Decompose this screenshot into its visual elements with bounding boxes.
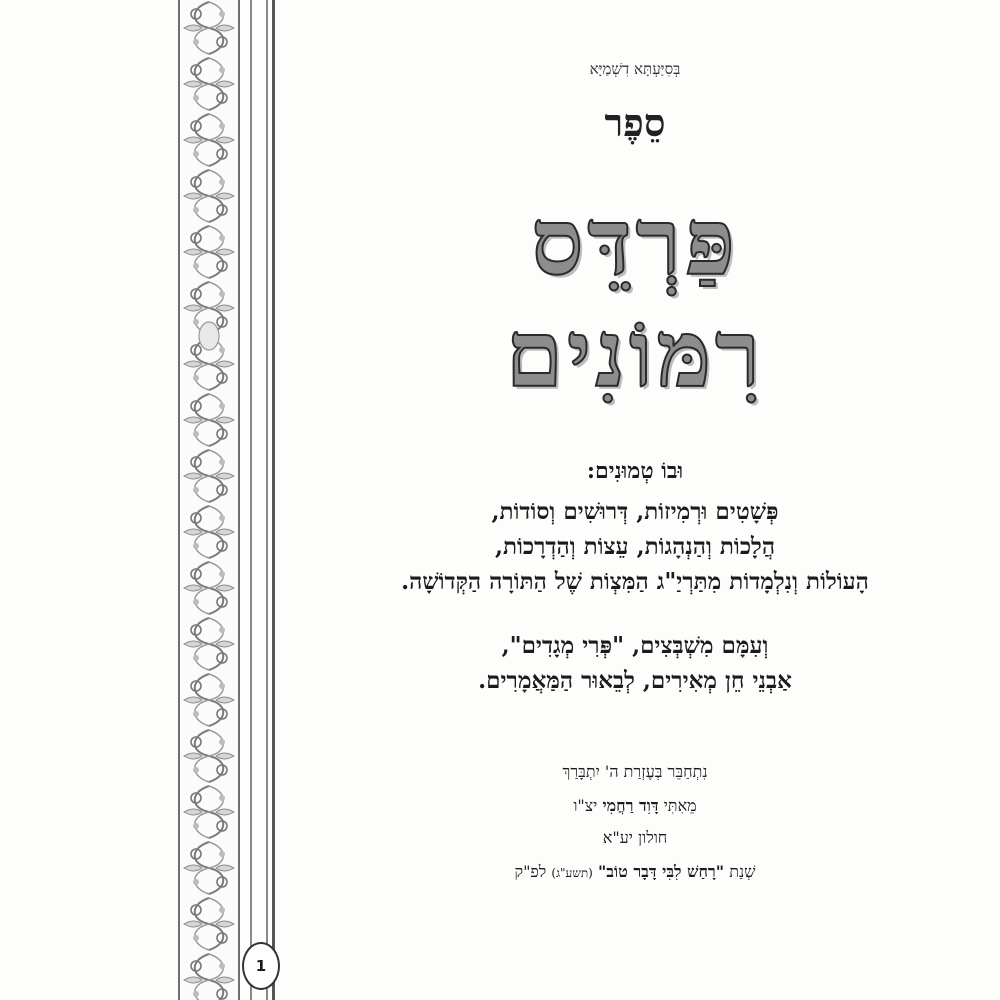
sefer-label: סֵפֶר xyxy=(604,100,666,145)
contents-line: פְּשָׁטִים וּרְמִיזוֹת, דְּרוּשִׁים וְסוֹדוֹת, xyxy=(491,498,779,525)
year-suffix: לפ"ק xyxy=(514,862,547,881)
contents-line: הֲלָכוֹת וְהַנְהָגוֹת, עֵצוֹת וְהַדְרָכוֹת, xyxy=(494,533,776,560)
contents-line: הָעוֹלוֹת וְנִלְמָדוֹת מִתַּרְיַ"ג הַמִּצְוֹת שֶׁל הַתּוֹרָה הַקְּדוֹשָׁה. xyxy=(401,568,869,595)
year-numeric: (תשע"ג) xyxy=(551,866,593,880)
border-rule xyxy=(266,0,268,1000)
year-prefix: שְׁנַת xyxy=(729,862,756,881)
border-rule xyxy=(250,0,252,1000)
contents-intro: וּבוֹ טְמוּנִים: xyxy=(586,458,684,484)
basiata-dishmaya: בְּסִיַּעְתָּא דִשְׁמַיָּא xyxy=(589,60,681,78)
author-suffix: יצ"ו xyxy=(573,796,598,815)
place-line: חולון יע"א xyxy=(602,828,668,847)
border-rule xyxy=(238,0,240,1000)
contents-line: אַבְנֵי חֵן מְאִירִים, לְבֵאוּר הַמַּאֲמָרִים. xyxy=(478,667,792,694)
author-name: דָּוִד רַחֲמִי xyxy=(602,796,659,815)
title-page-content xyxy=(290,0,980,1000)
author-line xyxy=(290,796,980,816)
contents-line: וְעִמָּם מִשְׁבְּצִים, "פְּרִי מְגָדִים", xyxy=(501,632,769,659)
year-line xyxy=(290,862,980,882)
compiled-with-help: נִתְחַבֵּר בְּעֶזְרַת ה' יִתְבָּרַךְ xyxy=(562,762,708,781)
book-title-line-1: פַּרְדֵּס xyxy=(531,188,739,296)
border-rule xyxy=(272,0,275,1000)
border-rule xyxy=(178,0,180,1000)
year-phrase: "רָחַשׁ לִבִּי דָּבָר טוֹב" xyxy=(597,862,725,881)
book-title-line-2: רִמּוֹנִים xyxy=(505,300,765,408)
page-number: 1 xyxy=(242,942,280,990)
author-prefix: מֵאִתִּי xyxy=(663,796,697,815)
ornamental-border xyxy=(180,0,238,1000)
